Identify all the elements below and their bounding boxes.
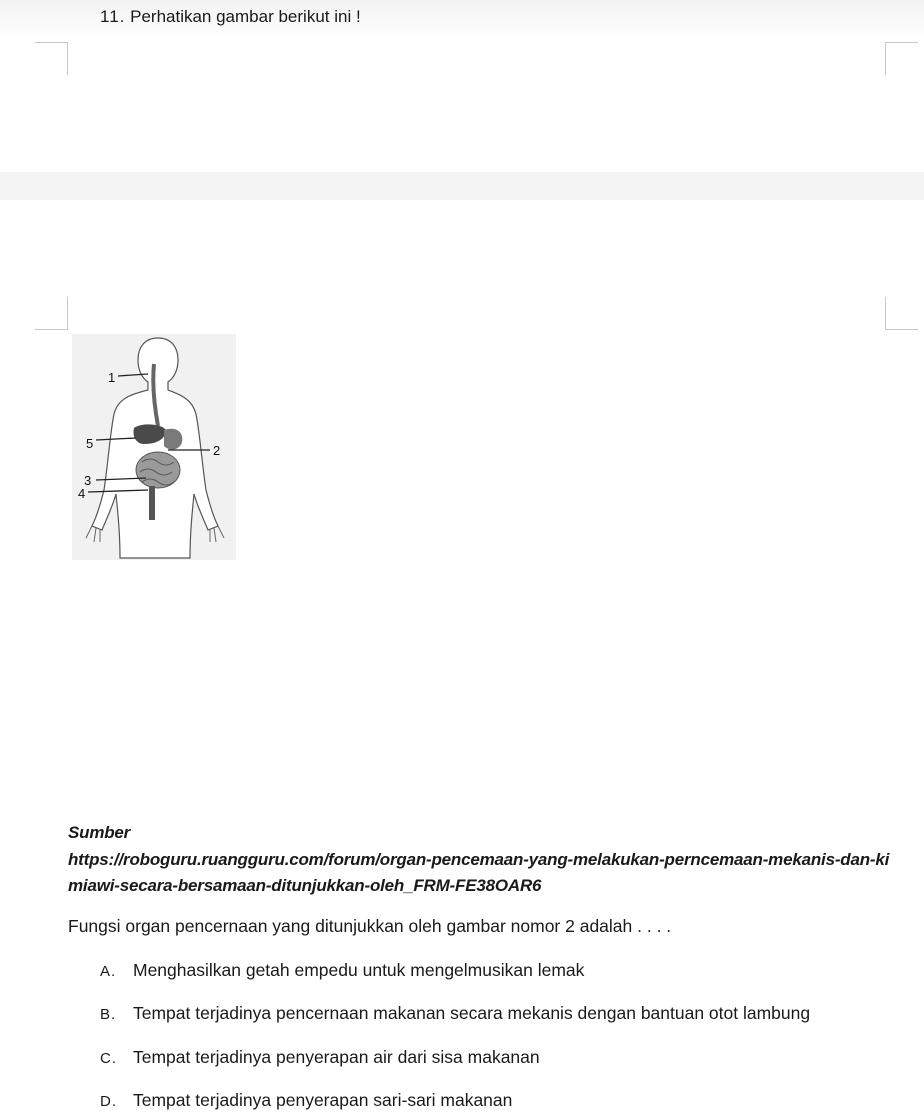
option-a[interactable]	[100, 958, 584, 984]
figure-label-3: 3	[84, 473, 92, 488]
crop-mark-top-right-page2	[885, 297, 918, 330]
crop-mark-top-left-page2	[35, 297, 68, 330]
option-text: Menghasilkan getah empedu untuk mengelmusikan lemak	[133, 960, 585, 980]
option-letter: C.	[100, 1050, 117, 1067]
figure-label-4: 4	[78, 486, 86, 501]
digestive-system-illustration	[72, 334, 236, 560]
option-text: Tempat terjadinya pencernaan makanan secara mekanis dengan bantuan otot lambung	[133, 1003, 811, 1023]
option-text: Tempat terjadinya penyerapan air dari sisa makanan	[133, 1047, 540, 1067]
option-text: Tempat terjadinya penyerapan sari-sari makanan	[133, 1090, 513, 1110]
option-letter: D.	[100, 1093, 117, 1110]
question-prompt: Fungsi organ pencernaan yang ditunjukkan oleh gambar nomor 2 adalah . . . .	[68, 916, 672, 936]
source-url: https://roboguru.ruangguru.com/forum/organ-pencemaan-yang-melakukan-perncemaan-mekanis-dan-kimiawi-secara-bersamaan-ditunjukkan-oleh_FRM-FE38OAR6	[68, 849, 890, 895]
figure-label-5: 5	[86, 436, 94, 451]
digestive-system-figure	[72, 334, 236, 560]
question-heading	[100, 6, 361, 28]
page-separator	[0, 172, 924, 200]
figure-label-2: 2	[213, 443, 221, 458]
option-letter: B.	[100, 1006, 117, 1023]
source-label: Sumber	[68, 823, 131, 842]
source-citation	[68, 820, 898, 900]
question-number: 11.	[100, 7, 126, 26]
option-d[interactable]	[100, 1088, 512, 1114]
option-letter: A.	[100, 963, 117, 980]
option-c[interactable]	[100, 1045, 540, 1071]
option-b[interactable]	[100, 1001, 810, 1027]
question-instruction: Perhatikan gambar berikut ini !	[130, 7, 361, 26]
crop-mark-top-right	[885, 42, 918, 75]
crop-mark-top-left	[35, 42, 68, 75]
figure-label-1: 1	[108, 370, 116, 385]
